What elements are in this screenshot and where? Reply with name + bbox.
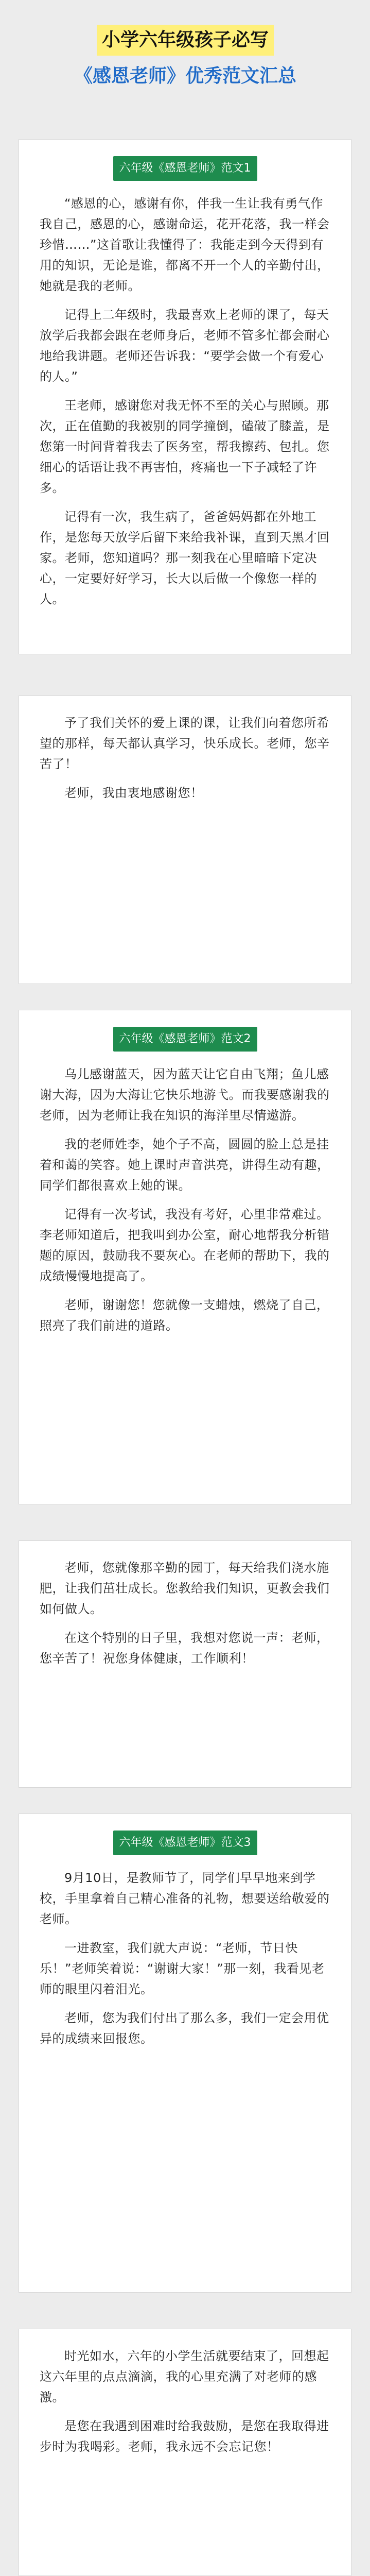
essay-badge: 六年级《感恩老师》范文3 — [113, 1831, 257, 1855]
essay-paragraph: 老师，我由衷地感谢您！ — [64, 786, 203, 800]
essay-paragraph: 记得上二年级时，我最喜欢上老师的课了，每天放学后我都会跟在老师身后，老师不管多忙都会耐心地给我讲题。老师还告诉我：“要学会做一个有爱心的人。” — [40, 308, 330, 384]
essay-paragraph: 老师，您就像那辛勤的园丁，每天给我们浇水施肥，让我们茁壮成长。您教给我们知识，更教会我们如何做人。 — [40, 1561, 330, 1616]
page-title: 小学六年级孩子必写 — [97, 25, 274, 56]
essay-paragraph: 予了我们关怀的爱上课的课，让我们向着您所希望的那样，每天都认真学习，快乐成长。老师，您辛苦了！ — [40, 716, 330, 771]
essay-card — [19, 2329, 351, 2576]
essay-paragraph: 是您在我遇到困难时给我鼓励，是您在我取得进步时为我喝彩。老师，我永远不会忘记您！ — [40, 2419, 329, 2454]
essay-card — [19, 1010, 351, 1504]
essay-paragraph: 记得有一次，我生病了，爸爸妈妈都在外地工作，是您每天放学后留下来给我补课，直到天黑才回家。老师，您知道吗？那一刻我在心里暗暗下定决心，一定要好好学习，长大以后做一个像您一样的人。 — [40, 510, 330, 606]
essay-paragraph: 乌儿感谢蓝天，因为蓝天让它自由飞翔；鱼儿感谢大海，因为大海让它快乐地游弋。而我要感谢我的老师，因为老师让我在知识的海洋里尽情遨游。 — [40, 1067, 330, 1123]
essay-paragraph: 一进教室，我们就大声说：“老师，节日快乐！”老师笑着说：“谢谢大家！”那一刻，我看见老师的眼里闪着泪光。 — [40, 1941, 325, 1996]
essay-paragraph: 记得有一次考试，我没有考好，心里非常难过。李老师知道后，把我叫到办公室，耐心地帮我分析错题的原因，鼓励我不要灰心。在老师的帮助下，我的成绩慢慢地提高了。 — [40, 1207, 330, 1283]
essay-paragraph: 我的老师姓李，她个子不高，圆圆的脸上总是挂着和蔼的笑容。她上课时声音洪亮，讲得生动有趣，同学们都很喜欢上她的课。 — [40, 1137, 330, 1193]
essay-paragraph: 时光如水，六年的小学生活就要结束了，回想起这六年里的点点滴滴，我的心里充满了对老师的感激。 — [40, 2349, 329, 2404]
essay-card — [19, 696, 351, 984]
essay-paragraph: 在这个特别的日子里，我想对您说一声：老师，您辛苦了！祝您身体健康，工作顺利！ — [40, 1631, 329, 1666]
essay-paragraph: “感恩的心，感谢有你，伴我一生让我有勇气作我自己，感恩的心，感谢命运，花开花落，我一样会珍惜……”这首歌让我懂得了：我能走到今天得到有用的知识，无论是谁，都离不开一个人的辛勤付出，她就是我的老师。 — [40, 196, 330, 293]
essay-card — [19, 1540, 351, 1788]
essay-paragraph: 老师，您为我们付出了那么多，我们一定会用优异的成绩来回报您。 — [40, 2011, 329, 2046]
essay-card — [19, 1814, 351, 2293]
essay-badge: 六年级《感恩老师》范文2 — [113, 1027, 257, 1052]
essay-paragraph: 老师，谢谢您！您就像一支蜡烛，燃烧了自己，照亮了我们前进的道路。 — [40, 1298, 329, 1333]
page-subtitle: 《感恩老师》优秀范文汇总 — [74, 65, 296, 87]
essay-paragraph: 王老师，感谢您对我无怀不至的关心与照顾。那次，正在值勤的我被别的同学撞倒，磕破了膝盖，是您第一时间背着我去了医务室，帮我擦药、包扎。您细心的话语让我不再害怕，疼痛也一下子减轻了许多。 — [40, 398, 330, 495]
essay-card — [19, 139, 351, 654]
essay-badge: 六年级《感恩老师》范文1 — [113, 156, 257, 181]
essay-paragraph: 9月10日，是教师节了，同学们早早地来到学校，手里拿着自己精心准备的礼物，想要送给敬爱的老师。 — [40, 1871, 330, 1926]
page-header — [46, 25, 324, 92]
